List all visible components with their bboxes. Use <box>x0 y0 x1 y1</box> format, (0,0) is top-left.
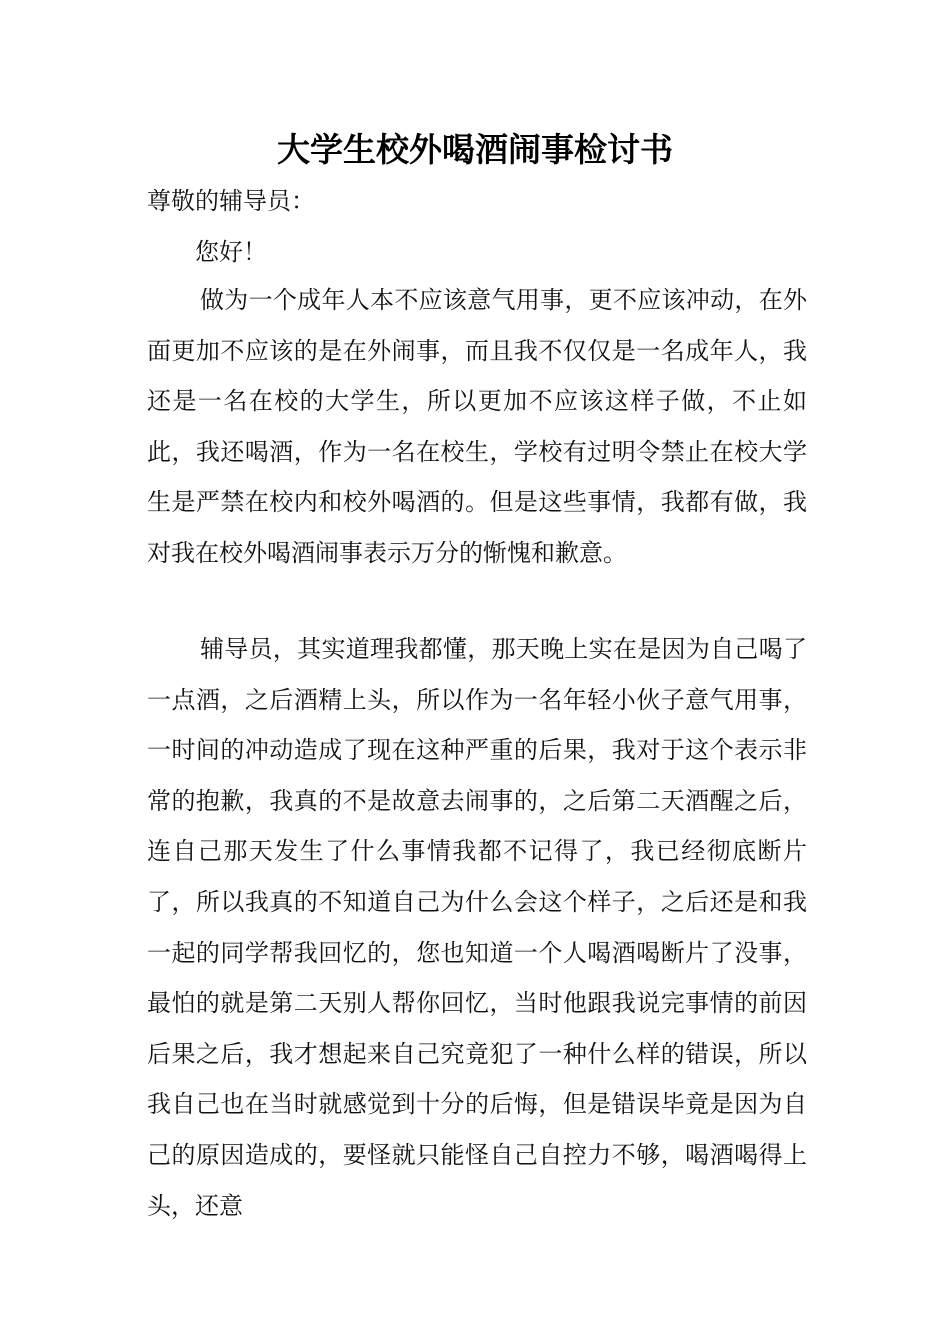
paragraph-2: 辅导员，其实道理我都懂，那天晚上实在是因为自己喝了一点酒，之后酒精上头，所以作为一名年轻小伙子意气用事，一时间的冲动造成了现在这种严重的后果，我对于这个表示非常的抱歉，我真的不是故意去闹事的，之后第二天酒醒之后，连自己那天发生了什么事情我都不记得了，我已经彻底断片了，所以我真的不知道自己为什么会这个样子，之后还是和我一起的同学帮我回忆的，您也知道一个人喝酒喝断片了没事，最怕的就是第二天别人帮你回忆，当时他跟我说完事情的前因后果之后，我才想起来自己究竟犯了一种什么样的错误，所以我自己也在当时就感觉到十分的后悔，但是错误毕竟是因为自己的原因造成的，要怪就只能怪自己自控力不够，喝酒喝得上头，还意 <box>147 635 807 1220</box>
salutation: 尊敬的辅导员： <box>147 187 315 215</box>
paragraph-1: 做为一个成年人本不应该意气用事，更不应该冲动，在外面更加不应该的是在外闹事，而且我不仅仅是一名成年人，我还是一名在校的大学生，所以更加不应该这样子做，不止如此，我还喝酒，作为一名在校生，学校有过明令禁止在校大学生是严禁在校内和校外喝酒的。但是这些事情，我都有做，我对我在校外喝酒闹事表示万分的惭愧和歉意。 <box>147 286 807 567</box>
greeting: 您好！ <box>195 238 267 266</box>
document-title: 大学生校外喝酒闹事检讨书 <box>277 130 673 169</box>
